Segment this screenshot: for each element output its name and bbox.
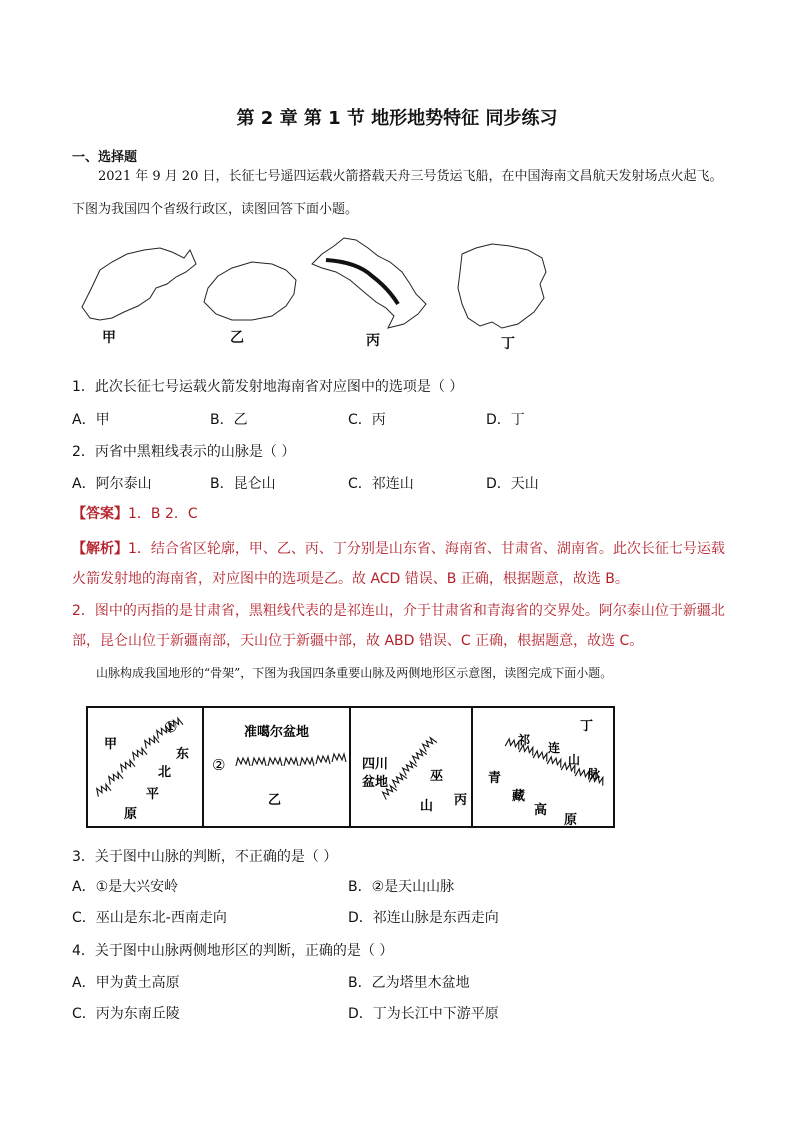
diag-yuan-4: 原 <box>564 813 578 828</box>
diag-mai: 脉 <box>588 767 601 781</box>
diag-lian: 连 <box>548 741 561 755</box>
province-bing-outline <box>312 238 426 328</box>
q4-option-b[interactable]: B．乙为塔里木盆地 <box>348 975 470 991</box>
diag-yuan-1: 原 <box>124 807 138 822</box>
diag-circle-1: ① <box>164 718 178 736</box>
province-ding-outline <box>458 244 546 328</box>
question-4: 4．关于图中山脉两侧地形区的判断，正确的是（ ） <box>72 943 394 959</box>
diag-wu: 巫 <box>430 769 444 784</box>
analysis-text-1: 1．结合省区轮廓，甲、乙、丙、丁分别是山东省、海南省、甘肃省、湖南省。此次长征七号运载火箭发射地的海南省，对应图中的选项是乙。故 ACD 错误、B 正确，根据题意，故选 B。 <box>72 541 725 587</box>
q3-option-d[interactable]: D．祁连山脉是东西走向 <box>348 910 499 926</box>
answer-block <box>72 503 198 523</box>
question-1: 1．此次长征七号运载火箭发射地海南省对应图中的选项是（ ） <box>72 379 464 395</box>
q4-option-a[interactable]: A．甲为黄土高原 <box>72 975 180 991</box>
question-3: 3．关于图中山脉的判断，不正确的是（ ） <box>72 849 338 865</box>
q3-option-c[interactable]: C．巫山是东北-西南走向 <box>72 910 227 926</box>
diag-gao: 高 <box>534 803 548 818</box>
diag-circle-2: ② <box>212 756 226 774</box>
answer-text: 1．B 2．C <box>128 506 198 522</box>
answer-tag: 【答案】 <box>72 506 128 522</box>
q4-option-d[interactable]: D．丁为长江中下游平原 <box>348 1006 499 1022</box>
province-yi-outline <box>204 262 296 320</box>
analysis-paragraph-1 <box>72 534 732 594</box>
mountain-symbols-3 <box>381 736 437 799</box>
diag-qing: 青 <box>488 771 502 786</box>
diag-ping: 平 <box>146 787 160 802</box>
qilian-thick-line <box>326 260 398 304</box>
q3-option-b[interactable]: B．②是天山山脉 <box>348 879 455 895</box>
q1-option-a[interactable]: A．甲 <box>72 412 110 428</box>
q1-option-b[interactable]: B．乙 <box>210 412 248 428</box>
diag-junggar: 准噶尔盆地 <box>244 725 310 740</box>
analysis-paragraph-2: 2．图中的丙指的是甘肃省，黑粗线代表的是祁连山，介于甘肃省和青海省的交界处。阿尔泰山位于新疆北部，昆仑山位于新疆南部，天山位于新疆中部，故 ABD 错误、C 正确，根据题意，故选 C。 <box>72 603 725 649</box>
diag-pendi: 盆地 <box>362 775 389 790</box>
diag-yi: 乙 <box>268 793 282 808</box>
q3-option-a[interactable]: A．①是大兴安岭 <box>72 879 179 895</box>
q2-option-c[interactable]: C．祁连山 <box>348 476 414 492</box>
diag-qi: 祁 <box>518 733 531 747</box>
map-label-bing: 丙 <box>366 333 380 349</box>
intro-paragraph-1: 2021 年 9 月 20 日，长征七号遥四运载火箭搭载天舟三号货运飞船，在中国海南文昌航天发射场点火起飞。下图为我国四个省级行政区，读图回答下面小题。 <box>72 169 723 217</box>
q2-option-b[interactable]: B．昆仑山 <box>210 476 276 492</box>
q1-option-d[interactable]: D．丁 <box>486 412 525 428</box>
analysis-tag: 【解析】 <box>72 541 128 557</box>
diag-ding: 丁 <box>580 719 594 734</box>
diag-sichuan: 四川 <box>362 757 389 772</box>
intro-paragraph-2: 山脉构成我国地形的“骨架”，下图为我国四条重要山脉及两侧地形区示意图，读图完成下面小题。 <box>96 666 613 680</box>
province-outline-map <box>72 232 572 354</box>
map-label-ding: 丁 <box>501 336 515 352</box>
q2-option-d[interactable]: D．天山 <box>486 476 539 492</box>
page-title: 第 2 章 第 1 节 地形地势特征 同步练习 <box>236 108 558 129</box>
diag-zang: 藏 <box>512 789 526 804</box>
province-jia-outline <box>82 248 196 320</box>
diag-shan-4: 山 <box>568 753 581 767</box>
diag-bing: 丙 <box>454 793 468 808</box>
section-heading: 一、选择题 <box>72 150 138 165</box>
question-2: 2．丙省中黑粗线表示的山脉是（ ） <box>72 444 296 460</box>
map-label-jia: 甲 <box>102 330 116 346</box>
q1-option-c[interactable]: C．丙 <box>348 412 386 428</box>
diag-dong: 东 <box>176 747 190 762</box>
mountain-symbols-2 <box>236 754 346 766</box>
map-label-yi: 乙 <box>230 330 244 346</box>
diag-bei: 北 <box>158 765 172 780</box>
diag-shan-3: 山 <box>420 799 434 814</box>
q2-option-a[interactable]: A．阿尔泰山 <box>72 476 152 492</box>
q4-option-c[interactable]: C．丙为东南丘陵 <box>72 1006 180 1022</box>
mountain-diagram <box>86 706 616 829</box>
diag-jia: 甲 <box>104 737 118 752</box>
